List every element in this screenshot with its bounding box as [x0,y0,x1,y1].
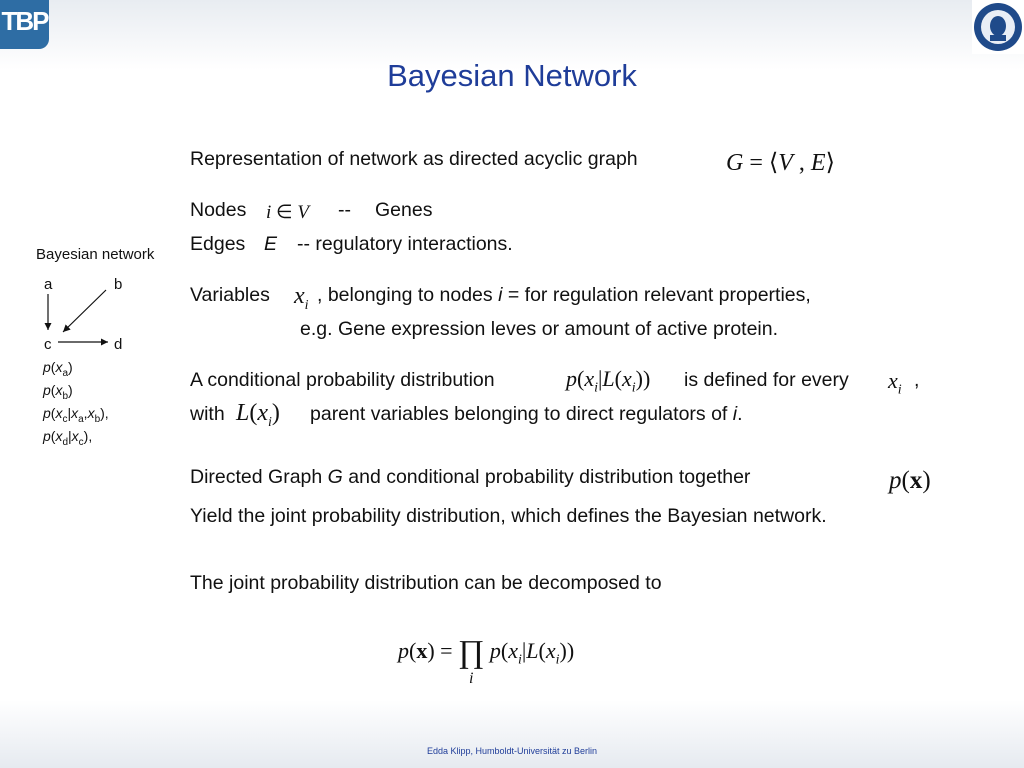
edge-b-c [63,290,106,332]
slide-title: Bayesian Network [387,58,637,93]
variables-text: , belonging to nodes i = for regulation relevant properties, [317,284,811,306]
cond-var: $x_i$ [888,368,902,398]
node-a: a [44,276,53,293]
directed-formula: p(x) [889,467,931,494]
nodes-label: Nodes [190,199,247,221]
node-b: b [114,276,123,293]
nodes-formula: i ∈ V [266,202,309,223]
prob-b: $p(x_b)$ [43,382,73,402]
edges-label: Edges [190,233,246,255]
edges-var: E [264,233,278,255]
with-label: with [190,403,225,425]
with-text: parent variables belonging to direct regulators of i. [310,403,743,425]
cond-formula: $p(x_i|L(x_i))$ [566,366,651,396]
tbp-logo-text: TBP [1,6,48,36]
variables-var: $x_i$ [294,283,309,313]
node-d: d [114,336,123,353]
with-formula: $L(x_i)$ [236,400,280,430]
yield-text: Yield the joint probability distribution, which defines the Bayesian network. [190,505,827,527]
tbp-logo [0,0,49,49]
cond-text-2: is defined for every [684,369,849,391]
prob-c: $p(x_c|x_a,x_b)$, [43,405,109,425]
decomposed-text: The joint probability distribution can be decomposed to [190,572,662,594]
final-index: i [469,670,474,687]
graph-formula: G = ⟨V , E⟩ [726,150,835,176]
footer-credit: Edda Klipp, Humboldt-Universität zu Berlin [426,746,598,756]
edges-text: -- regulatory interactions. [297,233,513,255]
directed-text: Directed Graph G and conditional probability distribution together [190,466,751,488]
cond-text-1: A conditional probability distribution [190,369,495,391]
prob-a: $p(x_a)$ [43,359,73,379]
final-formula: p(x) = ∏ $p(x_i|L(x_i))$ [398,633,575,669]
university-seal-icon [972,0,1024,54]
representation-text: Representation of network as directed acyclic graph [190,148,638,170]
footer-background [0,700,1024,768]
nodes-dash: -- [338,199,351,221]
cond-comma: , [914,369,920,391]
node-c: c [44,336,52,353]
variables-line2: e.g. Gene expression leves or amount of active protein. [300,318,779,340]
sidebar-heading: Bayesian network [36,246,155,263]
network-arrows [30,280,140,350]
prob-d: $p(x_d|x_c)$, [43,428,93,448]
nodes-genes: Genes [375,199,433,221]
variables-label: Variables [190,284,270,306]
